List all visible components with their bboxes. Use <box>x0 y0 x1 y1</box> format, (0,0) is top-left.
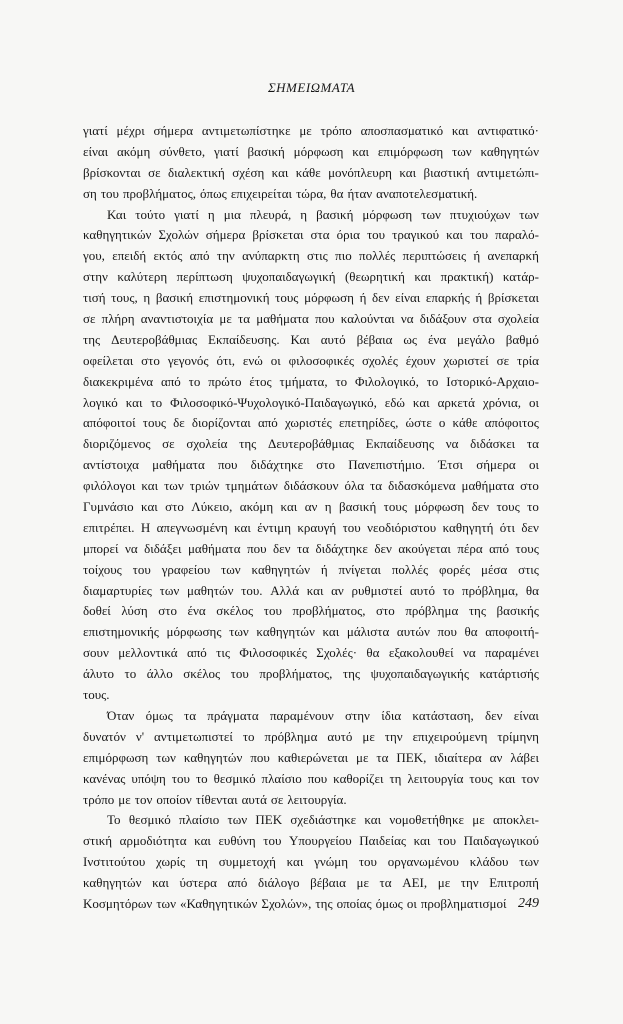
text-line: λογικό και το Φιλοσοφικό-Ψυχολογικό-Παιδαγωγικό, εδώ και αρκετά χρόνια, οι <box>83 394 539 410</box>
text-line: κανένας υπόψη του το θεσμικό πλαίσιο που καθορίζει τη λειτουργία τους και τον <box>83 770 539 786</box>
text-line: Κοσμητόρων των «Καθηγητικών Σχολών», της οποίας όμως οι προβληματισμοί <box>83 895 507 911</box>
text-line: αντίστοιχα μαθήματα που διδάχτηκε στο Πανεπιστήμιο. Έτσι σήμερα οι <box>83 457 539 473</box>
text-line: επιστημονικής μόρφωσης των καθηγητών και μάλιστα αυτών που θα αποφοιτή- <box>83 624 539 640</box>
text-line: Όταν όμως τα πράγματα παραμένουν στην ίδια κατάσταση, δεν είναι <box>107 707 539 723</box>
paragraph <box>83 205 539 706</box>
text-line: δυνατόν ν' αντιμετωπιστεί το πρόβλημα αυτό με την επιχειρούμενη τρίμηνη <box>83 728 539 744</box>
running-head: ΣΗΜΕΙΩΜΑΤΑ <box>267 80 356 95</box>
text-line: γου, επειδή εκτός από την ανύπαρκτη στις πιο πολλές περιπτώσεις ή ανεπαρκή <box>83 248 539 264</box>
paragraph <box>83 810 539 914</box>
text-line: απόφοιτοί τους δε διορίζονται από χωριστές επετηρίδες, ώστε ο κάθε απόφοιτος <box>83 415 539 431</box>
paragraph <box>83 121 539 205</box>
text-line: οφείλεται στο γεγονός ότι, ενώ οι φιλοσοφικές σχολές έχουν χωριστεί σε τρία <box>83 352 539 368</box>
text-line: τισή τους, η βασική επιστημονική τους μόρφωση ή δεν είναι επαρκής ή βρίσκεται <box>83 290 539 306</box>
text-line: καθηγητών και ύστερα από διάλογο βέβαια με τα ΑΕΙ, με την Επιτροπή <box>83 875 539 891</box>
text-line: τοίχους του γραφείου των καθηγητών ή πνίγεται πολλές φορές μέσα στις <box>83 561 539 577</box>
text-line: επιμόρφωση των καθηγητών που καθιερώνεται με τα ΠΕΚ, ιδιαίτερα αν λάβει <box>83 749 539 765</box>
text-line: σε πλήρη αναντιστοιχία με τα μαθήματα που καλούνται να διδάξουν στα σχολεία <box>83 311 539 327</box>
text-line: τους. <box>83 687 110 703</box>
text-line: στική αρμοδιότητα και ευθύνη του Υπουργείου Παιδείας και του Παιδαγωγικού <box>83 833 539 849</box>
text-line: ση του προβλήματος, όπως επιχειρείται τώρα, θα ήταν αναποτελεσματική. <box>83 185 478 201</box>
text-line: μπορεί να διδάξει μαθήματα που δεν τα διδάχτηκε δεν ακούγεται πέρα από τους <box>83 540 539 556</box>
text-line: φιλόλογοι και των τριών τμημάτων διδάσκουν όλα τα διδασκόμενα μαθήματα στο <box>83 478 539 494</box>
text-line: επιτρέπει. Η απεγνωσμένη και έντιμη κραυγή του νεοδιόριστου καθηγητή ότι δεν <box>83 519 539 535</box>
text-line: διακεκριμένα από το πρώτο έτος τμήματα, το Φιλολογικό, το Ιστορικό-Αρχαιο- <box>83 373 539 389</box>
body-text <box>83 121 539 915</box>
text-line: Ινστιτούτου χωρίς τη συμμετοχή και γνώμη του οργανωμένου κλάδου των <box>83 854 539 870</box>
text-line: βρίσκονται σε διαλεκτική σχέση και κάθε μονόπλευρη και βιαστική αντιμετώπι- <box>83 164 539 180</box>
text-line: γιατί μέχρι σήμερα αντιμετωπίστηκε με τρόπο αποσπασματικό και αντιφατικό· <box>83 123 539 138</box>
text-line: καθηγητικών Σχολών σήμερα βρίσκεται στα όρια του τραγικού και του παραλό- <box>83 227 539 243</box>
text-line: Και τούτο γιατί η μια πλευρά, η βασική μόρφωση των πτυχιούχων των <box>107 206 539 222</box>
text-line: διαμαρτυρίες των μαθητών του. Αλλά και αν ρυθμιστεί αυτό το πρόβλημα, θα <box>83 582 539 598</box>
text-line: διοριζόμενος σε σχολεία της Δευτεροβάθμιας Εκπαίδευσης να διδάσκει τα <box>83 436 539 452</box>
paragraph <box>83 706 539 810</box>
text-line: Γυμνάσιο και στο Λύκειο, ακόμη και αν η βασική τους μόρφωση δεν τους το <box>83 499 539 515</box>
text-line: άλυτο το άλλο σκέλος του προβλήματος, της ψυχοπαιδαγωγικής κατάρτισής <box>83 666 539 682</box>
text-line: δοθεί λύση στο ένα σκέλος του προβλήματος, στο πρόβλημα της βασικής <box>83 603 539 619</box>
text-line: είναι ακόμη σύνθετο, γιατί βασική μόρφωση και επιμόρφωση των καθηγητών <box>83 143 539 159</box>
text-line: τρόπο με τον οποίον τίθενται αυτά σε λειτουργία. <box>83 791 347 807</box>
text-line: στην καλύτερη περίπτωση ψυχοπαιδαγωγική (θεωρητική και πρακτική) κατάρ- <box>83 269 539 285</box>
page-number: 249 <box>518 896 539 911</box>
text-line: Το θεσμικό πλαίσιο των ΠΕΚ σχεδιάστηκε και νομοθετήθηκε με αποκλει- <box>107 812 539 828</box>
text-line: της Δευτεροβάθμιας Εκπαίδευσης. Και αυτό βέβαια ως ένα μεγάλο βαθμό <box>83 331 539 347</box>
text-line: σουν μελλοντικά από τις Φιλοσοφικές Σχολές· θα εξακολουθεί να παραμένει <box>83 645 539 661</box>
